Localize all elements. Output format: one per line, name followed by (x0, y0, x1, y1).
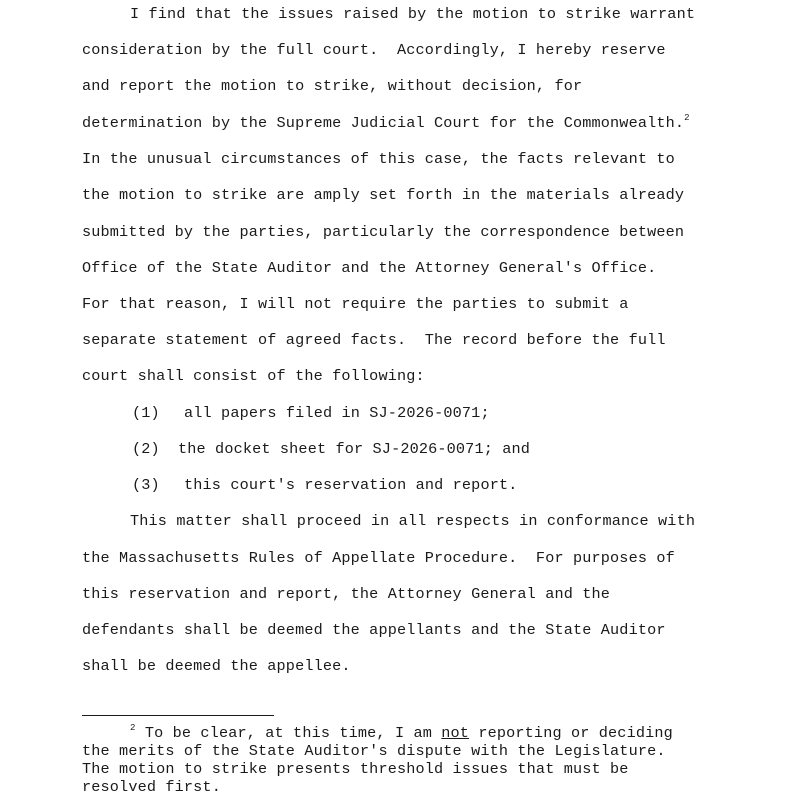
paragraph-1-line-7: submitted by the parties, particularly the correspondence between (82, 223, 685, 241)
footnote-separator (82, 715, 274, 716)
paragraph-1-line-4 (82, 114, 690, 132)
footnote-reference-marker[interactable]: 2 (684, 113, 690, 123)
record-item-3-number: (3) (132, 476, 160, 494)
paragraph-1-line-5: In the unusual circumstances of this case, the facts relevant to (82, 150, 675, 168)
footnote-text-after: reporting or deciding (469, 724, 673, 742)
footnote-line-1 (130, 724, 673, 742)
paragraph-2-line-3: this reservation and report, the Attorney General and the (82, 585, 611, 603)
paragraph-2-line-5: shall be deemed the appellee. (82, 657, 351, 675)
paragraph-2-line-1: This matter shall proceed in all respects in conformance with (130, 512, 696, 530)
record-item-1-number: (1) (132, 404, 160, 422)
paragraph-1-line-3: and report the motion to strike, without decision, for (82, 77, 583, 95)
paragraph-1-line-4-text: determination by the Supreme Judicial Court for the Commonwealth. (82, 114, 685, 132)
paragraph-1-line-6: the motion to strike are amply set forth in the materials already (82, 186, 685, 204)
record-item-1-text: all papers filed in SJ-2026-0071; (184, 404, 490, 422)
record-item-2-text: the docket sheet for SJ-2026-0071; and (178, 440, 531, 458)
paragraph-2-line-2: the Massachusetts Rules of Appellate Procedure. For purposes of (82, 549, 675, 567)
footnote-text-before: To be clear, at this time, I am (144, 724, 442, 742)
record-item-3-text: this court's reservation and report. (184, 476, 518, 494)
paragraph-1-line-8: Office of the State Auditor and the Attorney General's Office. (82, 259, 657, 277)
paragraph-1-line-10: separate statement of agreed facts. The record before the full (82, 331, 666, 349)
paragraph-1-line-1: I find that the issues raised by the motion to strike warrant (130, 5, 696, 23)
paragraph-2-line-4: defendants shall be deemed the appellants and the State Auditor (82, 621, 666, 639)
record-item-2-number: (2) (132, 440, 160, 458)
footnote-marker: 2 (130, 723, 136, 733)
footnote-emphasis-not: not (441, 724, 470, 742)
paragraph-1-line-2: consideration by the full court. Accordingly, I hereby reserve (82, 41, 666, 59)
paragraph-1-line-11: court shall consist of the following: (82, 367, 425, 385)
paragraph-1-line-9: For that reason, I will not require the parties to submit a (82, 295, 629, 313)
footnote-line-2: the merits of the State Auditor's dispute with the Legislature. (82, 742, 666, 760)
footnote-line-4: resolved first. (82, 778, 221, 796)
footnote-line-3: The motion to strike presents threshold issues that must be (82, 760, 629, 778)
